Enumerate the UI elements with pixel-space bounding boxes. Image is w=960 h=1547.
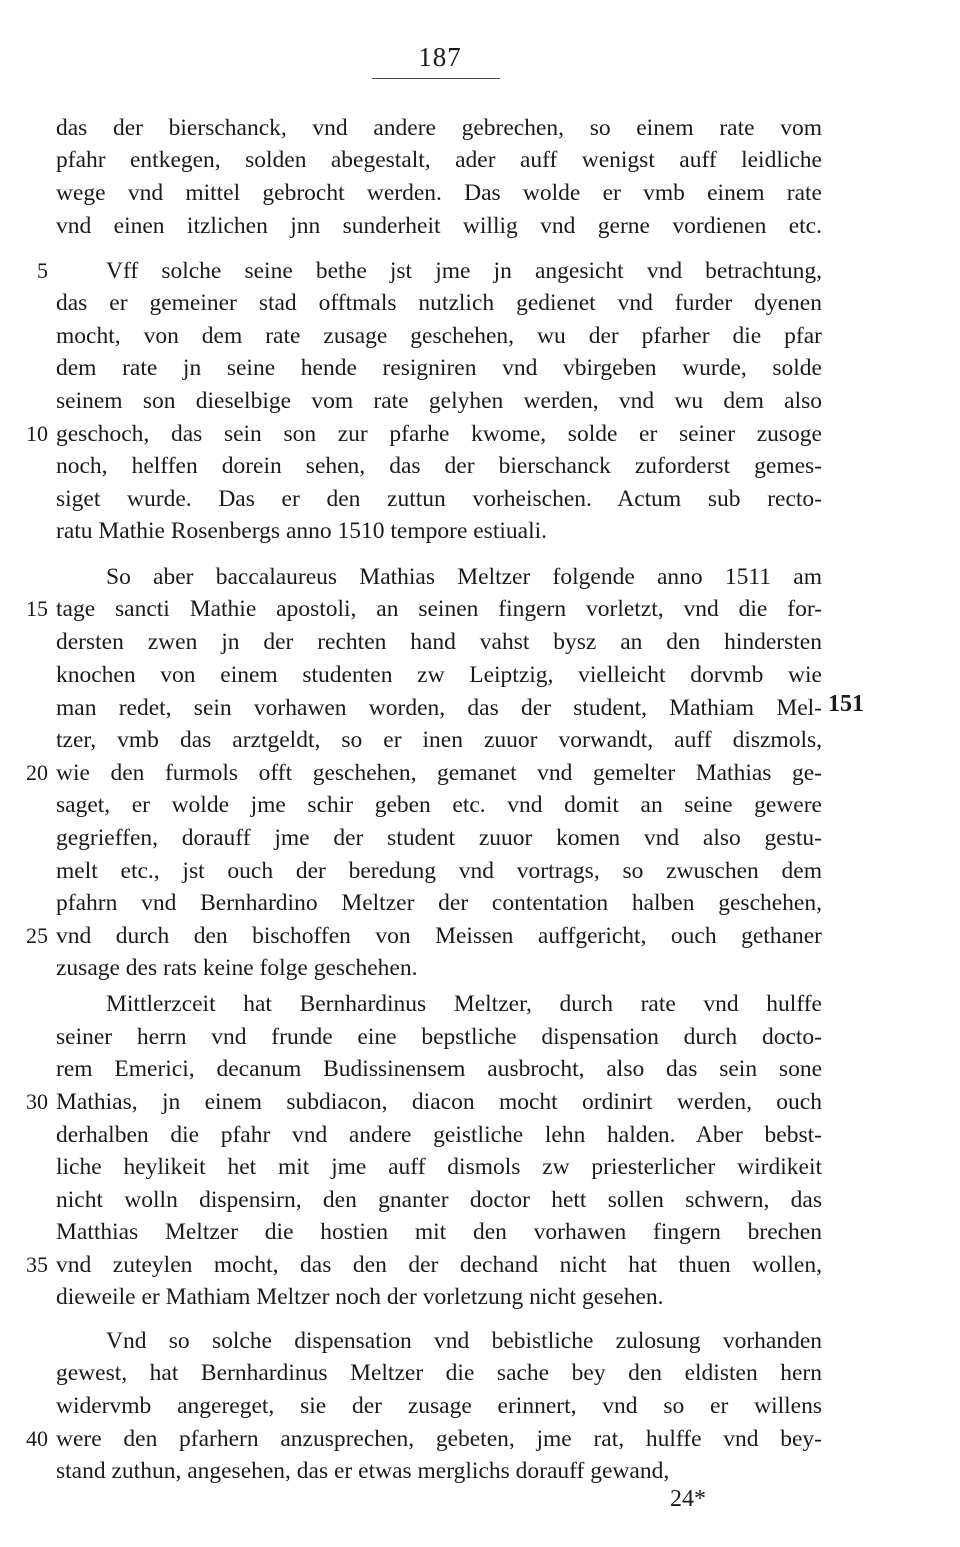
line-number: 30 bbox=[26, 1089, 48, 1114]
text-line: widervmb angereget, sie der zusage erinnert, vnd so er willens bbox=[56, 1393, 822, 1419]
text-line: dieweile er Mathiam Meltzer noch der vorletzung nicht gesehen. bbox=[56, 1284, 664, 1310]
text-line: Matthias Meltzer die hostien mit den vorhawen fingern brechen bbox=[56, 1219, 822, 1245]
text-line: tage sancti Mathie apostoli, an seinen fingern vorletzt, vnd die for- bbox=[56, 596, 822, 622]
text-line: dersten zwen jn der rechten hand vahst bysz an den hindersten bbox=[56, 629, 822, 655]
text-line: wie den furmols offt geschehen, gemanet vnd gemelter Mathias ge- bbox=[56, 760, 822, 786]
line-number: 40 bbox=[26, 1426, 48, 1451]
text-line: rem Emerici, decanum Budissinensem ausbrocht, also das sein sone bbox=[56, 1056, 822, 1082]
text-line: melt etc., jst ouch der beredung vnd vortrags, so zwuschen dem bbox=[56, 858, 822, 884]
line-number: 5 bbox=[37, 258, 48, 283]
text-line: vnd zuteylen mocht, das den der dechand nicht hat thuen wollen, bbox=[56, 1252, 822, 1278]
text-line: man redet, sein vorhawen worden, das der student, Mathiam Mel- bbox=[56, 695, 822, 721]
header-rule bbox=[372, 78, 500, 79]
text-line: stand zuthun, angesehen, das er etwas merglichs dorauff gewand, bbox=[56, 1458, 670, 1484]
text-line: wege vnd mittel gebrocht werden. Das wolde er vmb einem rate bbox=[56, 180, 822, 206]
text-line: vnd durch den bischoffen von Meissen auffgericht, ouch gethaner bbox=[56, 923, 822, 949]
text-line: So aber baccalaureus Mathias Meltzer folgende anno 1511 am bbox=[106, 564, 822, 590]
text-line: vnd einen itzlichen jnn sunderheit willig vnd gerne vordienen etc. bbox=[56, 213, 822, 239]
text-line: siget wurde. Das er den zuttun vorheischen. Actum sub recto- bbox=[56, 486, 822, 512]
margin-page-reference: 151 bbox=[828, 691, 864, 717]
signature-mark: 24* bbox=[670, 1486, 706, 1512]
text-line: Vnd so solche dispensation vnd bebistliche zulosung vorhanden bbox=[106, 1328, 822, 1354]
text-line: zusage des rats keine folge geschehen. bbox=[56, 955, 418, 981]
text-line: Vff solche seine bethe jst jme jn angesicht vnd betrachtung, bbox=[106, 258, 822, 284]
text-line: derhalben die pfahr vnd andere geistliche lehn halden. Aber bebst- bbox=[56, 1122, 822, 1148]
text-line: pfahr entkegen, solden abegestalt, ader auff wenigst auff leidliche bbox=[56, 147, 822, 173]
text-line: noch, helffen dorein sehen, das der bierschanck zuforderst gemes- bbox=[56, 453, 822, 479]
text-line: das der bierschanck, vnd andere gebrechen, so einem rate vom bbox=[56, 115, 822, 141]
text-line: knochen von einem studenten zw Leiptzig, vielleicht dorvmb wie bbox=[56, 662, 822, 688]
text-line: Mathias, jn einem subdiacon, diacon mocht ordinirt werden, ouch bbox=[56, 1089, 822, 1115]
text-line: das er gemeiner stad offtmals nutzlich gedienet vnd furder dyenen bbox=[56, 290, 822, 316]
text-line: dem rate jn seine hende resigniren vnd vbirgeben wurde, solde bbox=[56, 355, 822, 381]
line-number: 20 bbox=[26, 760, 48, 785]
page-number: 187 bbox=[418, 42, 462, 72]
text-line: nicht wolln dispensirn, den gnanter doctor hett sollen schwern, das bbox=[56, 1187, 822, 1213]
text-line: seiner herrn vnd frunde eine bepstliche dispensation durch docto- bbox=[56, 1024, 822, 1050]
text-line: gewest, hat Bernhardinus Meltzer die sache bey den eldisten hern bbox=[56, 1360, 822, 1386]
line-number: 15 bbox=[26, 596, 48, 621]
text-line: gegrieffen, dorauff jme der student zuuor komen vnd also gestu- bbox=[56, 825, 822, 851]
line-number: 35 bbox=[26, 1252, 48, 1277]
text-line: tzer, vmb das arztgeldt, so er inen zuuor vorwandt, auff diszmols, bbox=[56, 727, 822, 753]
text-line: liche heylikeit het mit jme auff dismols zw priesterlicher wirdikeit bbox=[56, 1154, 822, 1180]
line-number: 10 bbox=[26, 421, 48, 446]
text-line: geschoch, das sein son zur pfarhe kwome, solde er seiner zusoge bbox=[56, 421, 822, 447]
text-line: were den pfarhern anzusprechen, gebeten, jme rat, hulffe vnd bey- bbox=[56, 1426, 822, 1452]
text-line: seinem son dieselbige vom rate gelyhen werden, vnd wu dem also bbox=[56, 388, 822, 414]
text-line: ratu Mathie Rosenbergs anno 1510 tempore estiuali. bbox=[56, 518, 547, 544]
text-line: pfahrn vnd Bernhardino Meltzer der contentation halben geschehen, bbox=[56, 890, 822, 916]
line-number: 25 bbox=[26, 923, 48, 948]
text-line: Mittlerzceit hat Bernhardinus Meltzer, durch rate vnd hulffe bbox=[106, 991, 822, 1017]
text-line: saget, er wolde jme schir geben etc. vnd domit an seine gewere bbox=[56, 792, 822, 818]
text-line: mocht, von dem rate zusage geschehen, wu der pfarher die pfar bbox=[56, 323, 822, 349]
